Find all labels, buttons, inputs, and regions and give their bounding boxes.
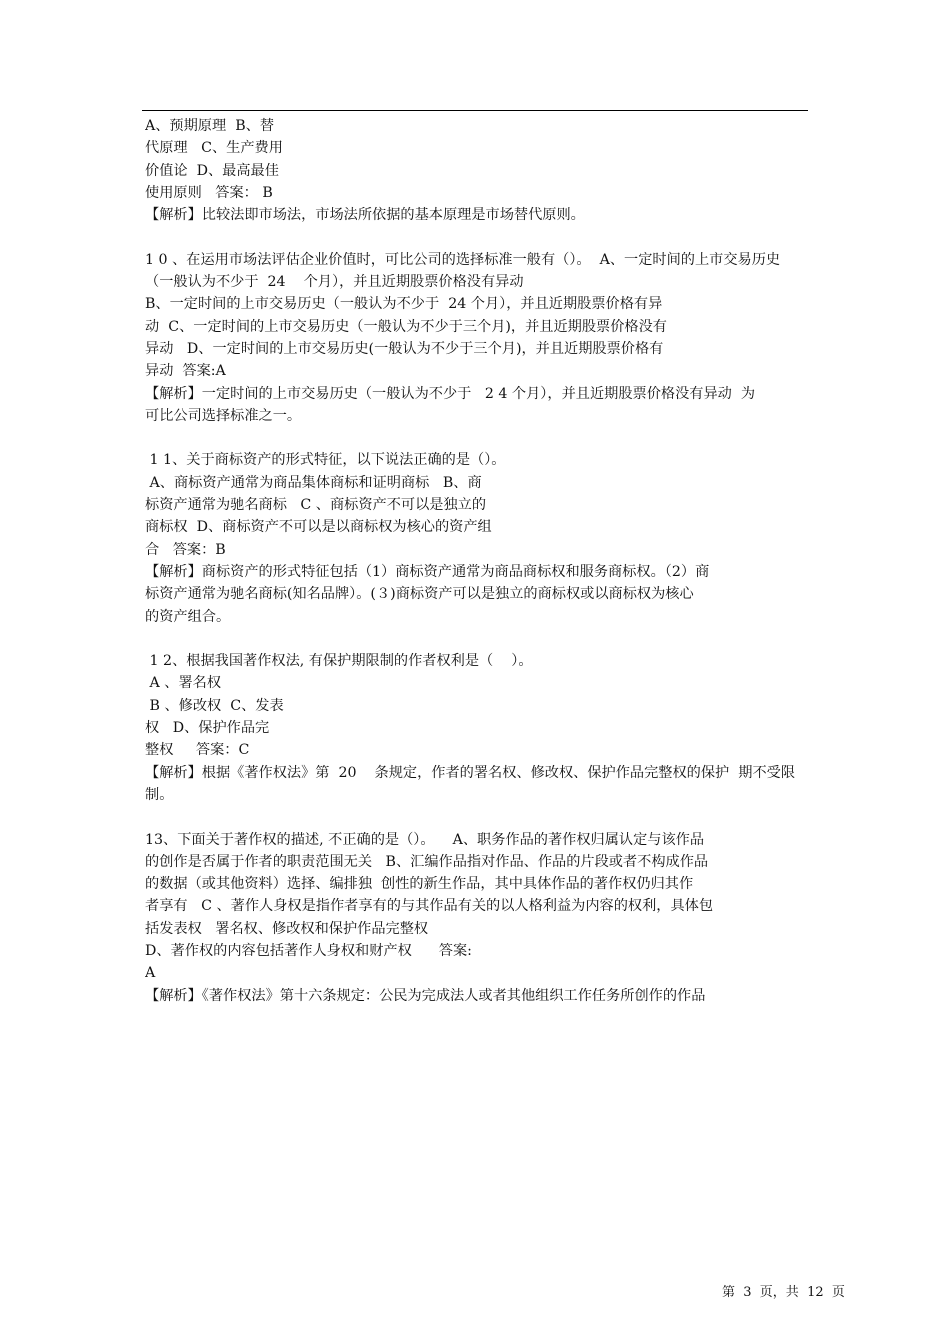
text-line: B、一定时间的上市交易历史（一般认为不少于 24 个月），并且近期股票价格有异 xyxy=(145,296,663,313)
text-line: 动 C、一定时间的上市交易历史（一般认为不少于三个月)，并且近期股票价格没有 xyxy=(145,318,667,335)
text-line: 的数据（或其他资料）选择、编排独 创性的新生作品，其中具体作品的著作权仍归其作 xyxy=(145,876,694,893)
question-line: 1 1、关于商标资产的形式特征，以下说法正确的是（）。 xyxy=(145,452,506,469)
paragraph-gap xyxy=(145,806,905,828)
text-line: 代原理 C、生产费用 xyxy=(145,140,283,157)
analysis-line: 标资产通常为驰名商标(知名品牌）。(３)商标资产可以是独立的商标权或以商标权为核心 xyxy=(145,586,694,603)
question-line: 13、下面关于著作权的描述, 不正确的是（）。 A、职务作品的著作权归属认定与该作品 xyxy=(145,831,705,848)
analysis-line: 【解析】一定时间的上市交易历史（一般认为不少于 2 4 个月），并且近期股票价格没有异动 为 xyxy=(145,385,756,402)
question-13 xyxy=(145,829,905,1007)
question-11 xyxy=(145,449,905,627)
answer-line: 整权 答案：C xyxy=(145,742,250,759)
analysis-line: 【解析】比较法即市场法，市场法所依据的基本原理是市场替代原则。 xyxy=(145,207,585,224)
header-rule xyxy=(142,110,808,111)
question-line: 1 2、根据我国著作权法, 有保护期限制的作者权利是（ ）。 xyxy=(145,653,533,670)
text-line: 标资产通常为驰名商标 C 、商标资产不可以是独立的 xyxy=(145,497,487,514)
answer-line: 异动 答案:A xyxy=(145,363,226,380)
text-line: B 、修改权 C、发表 xyxy=(145,697,284,714)
text-line: 使用原则 答案： B xyxy=(145,184,273,201)
text-line: 的创作是否属于作者的职责范围无关 B、汇编作品指对作品、作品的片段或者不构成作品 xyxy=(145,853,709,870)
text-line: （一般认为不少于 24 个月），并且近期股票价格没有异动 xyxy=(145,274,524,291)
question-12 xyxy=(145,650,905,806)
text-line: 价值论 D、最高最佳 xyxy=(145,162,279,179)
paragraph-gap xyxy=(145,226,905,248)
analysis-line: 【解析】根据《著作权法》第 20 条规定，作者的署名权、修改权、保护作品完整权的保护 期不受限 xyxy=(145,764,796,781)
paragraph-gap xyxy=(145,427,905,449)
text-line: 者享有 C 、著作人身权是指作者享有的与其作品有关的以人格利益为内容的权利，具体包 xyxy=(145,898,714,915)
question-10 xyxy=(145,249,905,427)
text-line: 异动 D、一定时间的上市交易历史(一般认为不少于三个月)，并且近期股票价格有 xyxy=(145,340,664,357)
text-line: A、预期原理 B、替 xyxy=(145,118,275,134)
question-9-tail xyxy=(145,115,905,226)
analysis-line: 可比公司选择标准之一。 xyxy=(145,407,302,424)
question-line: 1 0 、在运用市场法评估企业价值时，可比公司的选择标准一般有（）。 A、一定时间的上市交易历史 xyxy=(145,251,781,268)
text-line: A、商标资产通常为商品集体商标和证明商标 B、商 xyxy=(145,474,482,491)
analysis-line: 制。 xyxy=(145,786,174,803)
document-body xyxy=(145,115,905,1007)
analysis-line: 的资产组合。 xyxy=(145,608,231,625)
analysis-line: 【解析】商标资产的形式特征包括（1）商标资产通常为商品商标权和服务商标权。（2）商 xyxy=(145,563,710,580)
text-line: A 、署名权 xyxy=(145,675,222,692)
answer-line: 合 答案：B xyxy=(145,541,226,558)
text-line: 权 D、保护作品完 xyxy=(145,720,270,737)
paragraph-gap xyxy=(145,628,905,650)
page-number-footer: 第 3 页，共 12 页 xyxy=(722,1285,845,1300)
text-line: D、著作权的内容包括著作人身权和财产权 答案: xyxy=(145,942,472,959)
answer-line: A xyxy=(145,965,156,982)
text-line: 括发表权 署名权、修改权和保护作品完整权 xyxy=(145,920,429,937)
text-line: 商标权 D、商标资产不可以是以商标权为核心的资产组 xyxy=(145,519,492,536)
analysis-line: 【解析】《著作权法》第十六条规定：公民为完成法人或者其他组织工作任务所创作的作品 xyxy=(145,987,706,1004)
